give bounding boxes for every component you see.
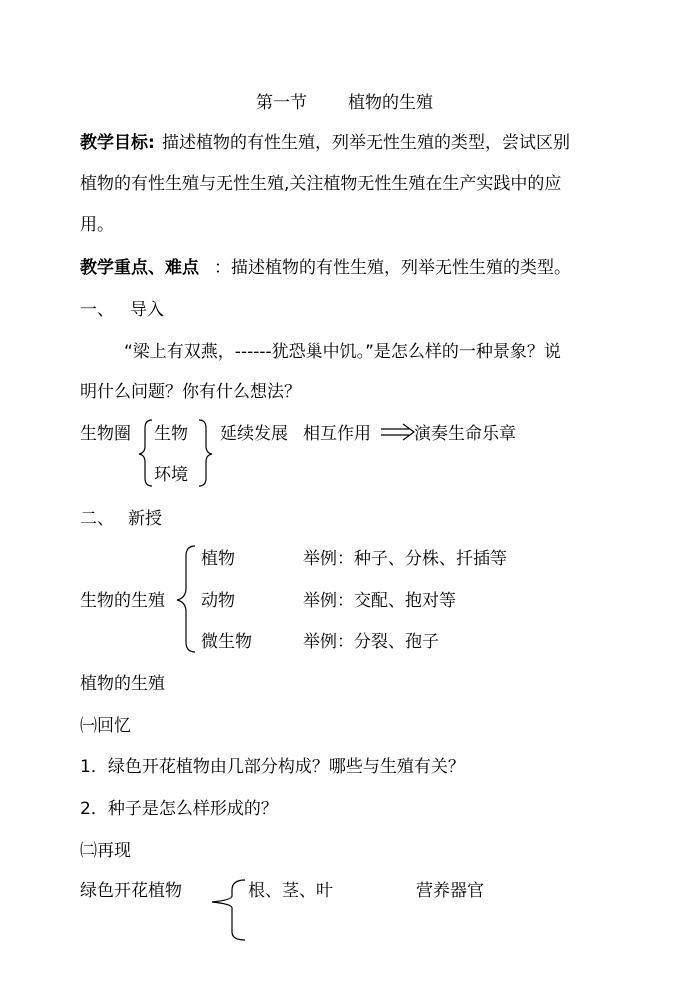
question-2: 2．种子是怎么样形成的？ bbox=[80, 799, 278, 819]
quote-line-1: “梁上有双燕，------犹恐巢中饥。”是怎么样的一种景象？说 bbox=[124, 342, 561, 362]
reproduction-brace bbox=[177, 546, 195, 652]
recall-heading: ㈠回忆 bbox=[80, 716, 131, 736]
page-title: 植物的生殖 bbox=[348, 93, 433, 113]
biosphere-root: 生物圈 bbox=[80, 424, 131, 444]
part-1-number: 一、 bbox=[80, 300, 114, 320]
reappear-heading: ㈡再现 bbox=[80, 841, 131, 861]
section-number: 第一节 bbox=[256, 93, 307, 113]
reproduction-root: 生物的生殖 bbox=[80, 591, 165, 611]
key-points-text: ：描述植物的有性生殖，列举无性生殖的类型。 bbox=[214, 258, 571, 278]
reproduction-kind-animal: 动物 bbox=[201, 591, 235, 611]
reproduction-example-plant: 举例：种子、分株、扦插等 bbox=[303, 549, 507, 569]
biosphere-item-organisms: 生物 bbox=[154, 424, 188, 444]
vegetative-organ-label: 营养器官 bbox=[416, 881, 484, 901]
reproduction-kind-plant: 植物 bbox=[201, 549, 235, 569]
objectives-line-2: 植物的有性生殖与无性生殖,关注植物无性生殖在生产实践中的应 bbox=[80, 174, 562, 194]
objectives-label: 教学目标: bbox=[80, 133, 155, 153]
part-1-heading: 导入 bbox=[130, 300, 164, 320]
reproduction-example-microbe: 举例：分裂、孢子 bbox=[303, 632, 439, 652]
plant-repro-heading: 植物的生殖 bbox=[80, 674, 165, 694]
objectives-line-3: 用。 bbox=[80, 215, 114, 235]
part-2-heading: 新授 bbox=[128, 509, 162, 529]
biosphere-text-continue: 延续发展 bbox=[220, 424, 288, 444]
biosphere-left-brace bbox=[139, 420, 152, 486]
biosphere-item-environment: 环境 bbox=[154, 465, 188, 485]
biosphere-text-interact: 相互作用 bbox=[303, 424, 371, 444]
quote-line-2: 明什么问题？你有什么想法？ bbox=[80, 382, 301, 402]
flowering-plant-brace bbox=[212, 880, 245, 940]
key-points-label: 教学重点、难点 bbox=[80, 258, 199, 278]
reproduction-kind-microbe: 微生物 bbox=[201, 632, 252, 652]
biosphere-result: 演奏生命乐章 bbox=[414, 424, 516, 444]
objectives-line-1: 描述植物的有性生殖，列举无性生殖的类型，尝试区别 bbox=[162, 133, 570, 153]
question-1: 1．绿色开花植物由几部分构成？哪些与生殖有关？ bbox=[80, 757, 465, 777]
biosphere-right-brace bbox=[199, 420, 212, 486]
double-arrow-icon bbox=[381, 424, 414, 440]
reproduction-example-animal: 举例：交配、抱对等 bbox=[303, 591, 456, 611]
vegetative-organ-parts: 根、茎、叶 bbox=[248, 881, 333, 901]
flowering-plant-root: 绿色开花植物 bbox=[80, 881, 182, 901]
part-2-number: 二、 bbox=[80, 509, 114, 529]
